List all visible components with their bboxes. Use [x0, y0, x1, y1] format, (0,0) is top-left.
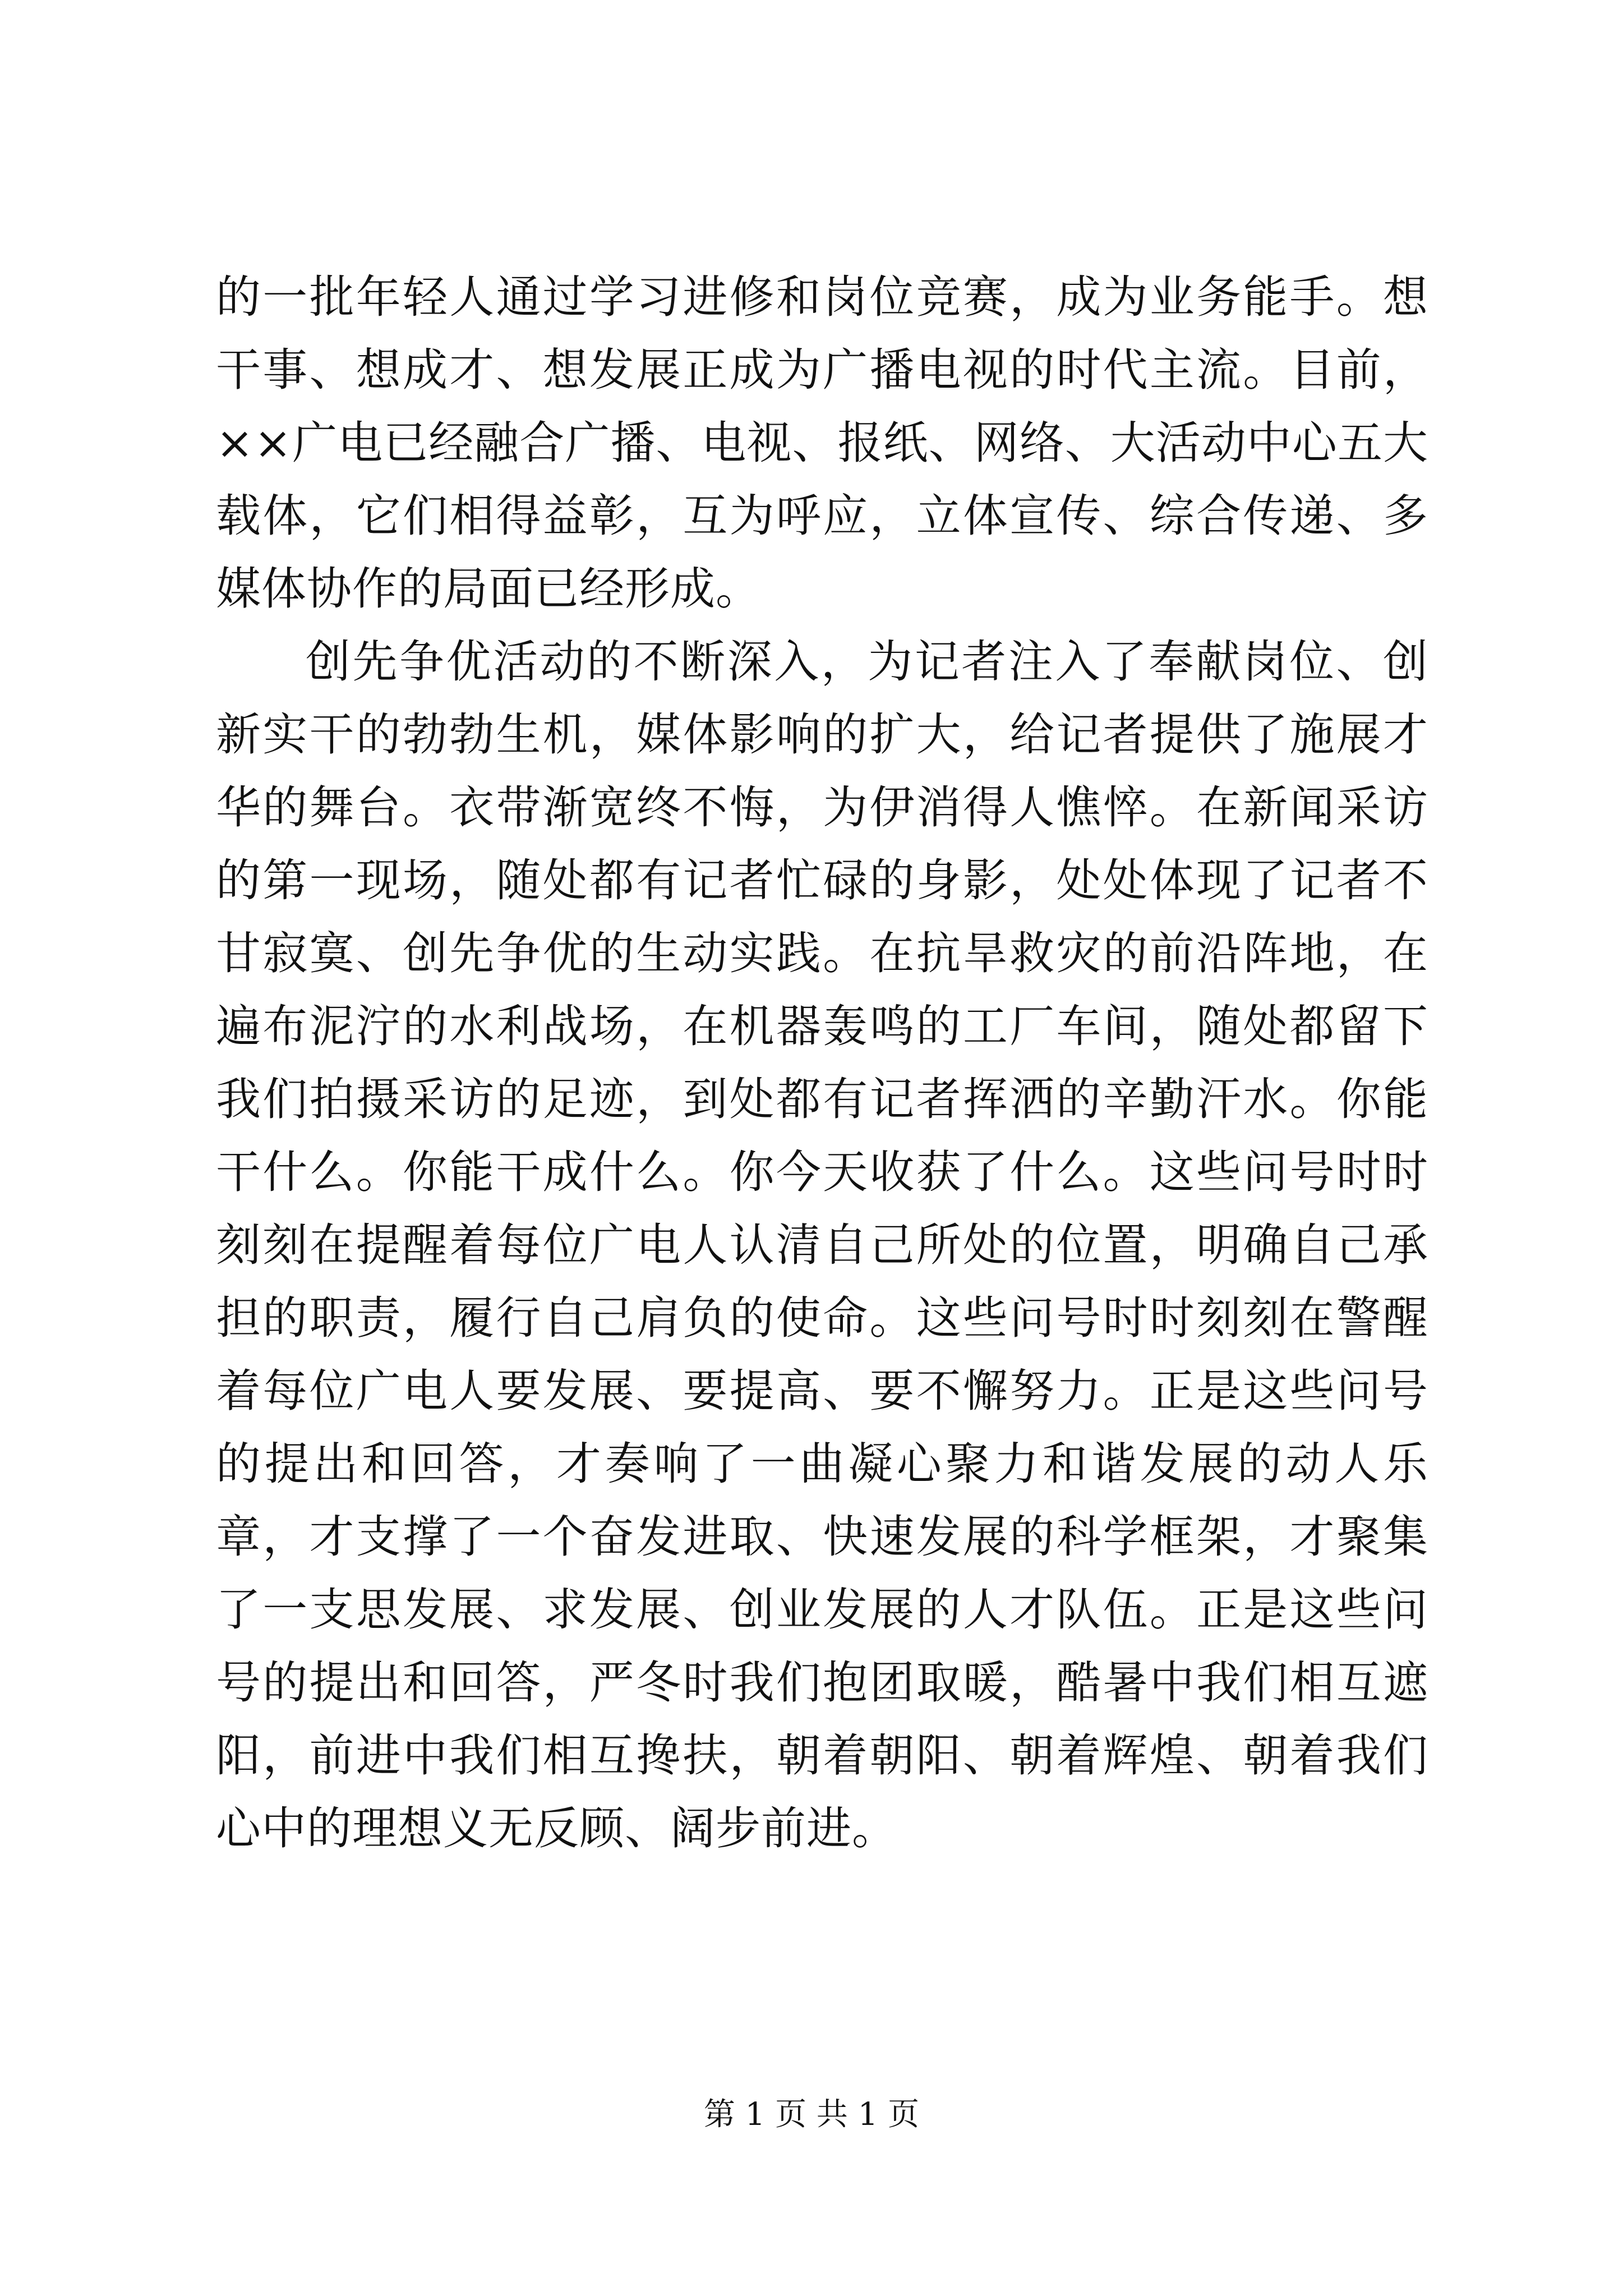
document-body: [216, 261, 1428, 1865]
paragraph-1: 的一批年轻人通过学习进修和岗位竞赛，成为业务能手。想干事、想成才、想发展正成为广播电视的时代主流。目前，××广电已经融合广播、电视、报纸、网络、大活动中心五大载体，它们相得益彰，互为呼应，立体宣传、综合传递、多媒体协作的局面已经形成。: [216, 271, 1428, 615]
paragraph-2: 创先争优活动的不断深入，为记者注入了奉献岗位、创新实干的勃勃生机，媒体影响的扩大，给记者提供了施展才华的舞台。衣带渐宽终不悔，为伊消得人憔悴。在新闻采访的第一现场，随处都有记者忙碌的身影，处处体现了记者不甘寂寞、创先争优的生动实践。在抗旱救灾的前沿阵地，在遍布泥泞的水利战场，在机器轰鸣的工厂车间，随处都留下我们拍摄采访的足迹，到处都有记者挥洒的辛勤汗水。你能干什么。你能干成什么。你今天收获了什么。这些问号时时刻刻在提醒着每位广电人认清自己所处的位置，明确自己承担的职责，履行自己肩负的使命。这些问号时时刻刻在警醒着每位广电人要发展、要提高、要不懈努力。正是这些问号的提出和回答，才奏响了一曲凝心聚力和谐发展的动人乐章，才支撑了一个奋发进取、快速发展的科学框架，才聚集了一支思发展、求发展、创业发展的人才队伍。正是这些问号的提出和回答，严冬时我们抱团取暖，酷暑中我们相互遮阳，前进中我们相互搀扶，朝着朝阳、朝着辉煌、朝着我们心中的理想义无反顾、阔步前进。: [216, 636, 1428, 1855]
page-footer: 第 1 页 共 1 页: [703, 2096, 920, 2133]
